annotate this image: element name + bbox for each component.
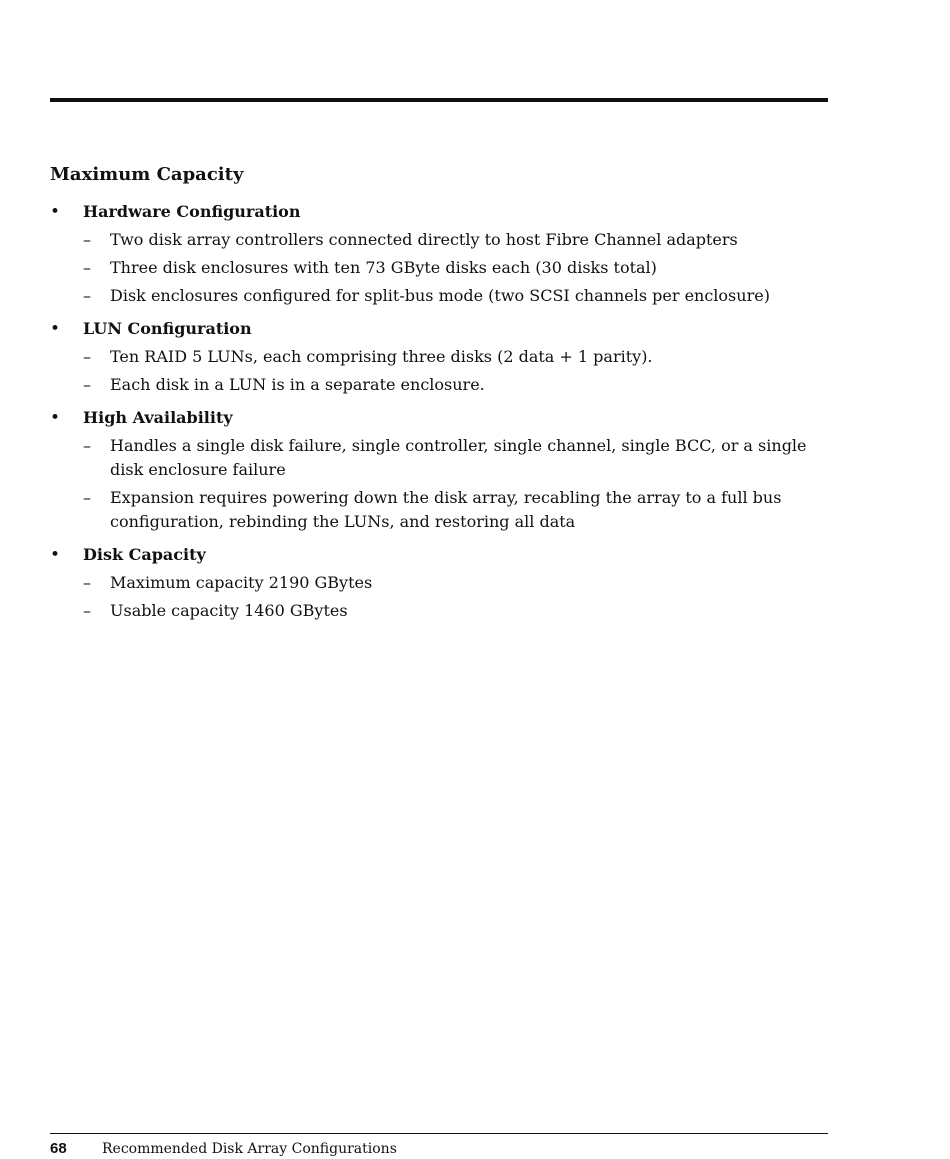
sub-list	[83, 228, 810, 308]
sub-item	[83, 373, 810, 397]
sub-item-text: Handles a single disk failure, single controller, single channel, single BCC, or a single disk enclosure failure	[110, 436, 807, 479]
bullet-high-availability	[50, 406, 810, 534]
dash-marker: –	[83, 573, 91, 592]
sub-item-text: Expansion requires powering down the disk array, recabling the array to a full bus configuration, rebinding the LUNs, and restoring all data	[110, 488, 782, 531]
sub-item	[83, 256, 810, 280]
sub-item-text: Disk enclosures configured for split-bus mode (two SCSI channels per enclosure)	[110, 286, 770, 305]
bullet-list	[50, 200, 810, 632]
page-number: 68	[50, 1140, 67, 1157]
dash-marker: –	[83, 230, 91, 249]
dash-marker: –	[83, 286, 91, 305]
sub-item	[83, 284, 810, 308]
sub-list	[83, 434, 810, 534]
dash-marker: –	[83, 375, 91, 394]
sub-list	[83, 345, 810, 397]
bullet-marker: •	[50, 545, 61, 565]
bullet-lun-configuration	[50, 317, 810, 397]
dash-marker: –	[83, 347, 91, 366]
bullet-title: High Availability	[83, 408, 233, 427]
bullet-marker: •	[50, 408, 61, 428]
bullet-hardware-configuration	[50, 200, 810, 308]
section-heading: Maximum Capacity	[50, 164, 244, 185]
dash-marker: –	[83, 488, 91, 507]
dash-marker: –	[83, 601, 91, 620]
bullet-title: LUN Configuration	[83, 319, 252, 338]
sub-item-text: Maximum capacity 2190 GBytes	[110, 573, 373, 592]
sub-item	[83, 228, 810, 252]
bullet-title: Disk Capacity	[83, 545, 206, 564]
dash-marker: –	[83, 258, 91, 277]
sub-item-text: Two disk array controllers connected directly to host Fibre Channel adapters	[110, 230, 738, 249]
sub-item-text: Usable capacity 1460 GBytes	[110, 601, 348, 620]
footer-title: Recommended Disk Array Configurations	[102, 1141, 397, 1157]
footer-rule	[50, 1133, 828, 1134]
bullet-disk-capacity	[50, 543, 810, 623]
sub-item	[83, 345, 810, 369]
sub-item-text: Each disk in a LUN is in a separate enclosure.	[110, 375, 485, 394]
header-rule	[50, 98, 828, 102]
sub-list	[83, 571, 810, 623]
sub-item	[83, 486, 810, 534]
sub-item-text: Ten RAID 5 LUNs, each comprising three disks (2 data + 1 parity).	[110, 347, 653, 366]
bullet-marker: •	[50, 202, 61, 222]
bullet-title: Hardware Configuration	[83, 202, 301, 221]
sub-item-text: Three disk enclosures with ten 73 GByte disks each (30 disks total)	[110, 258, 657, 277]
dash-marker: –	[83, 436, 91, 455]
sub-item	[83, 434, 810, 482]
sub-item	[83, 599, 810, 623]
bullet-marker: •	[50, 319, 61, 339]
sub-item	[83, 571, 810, 595]
